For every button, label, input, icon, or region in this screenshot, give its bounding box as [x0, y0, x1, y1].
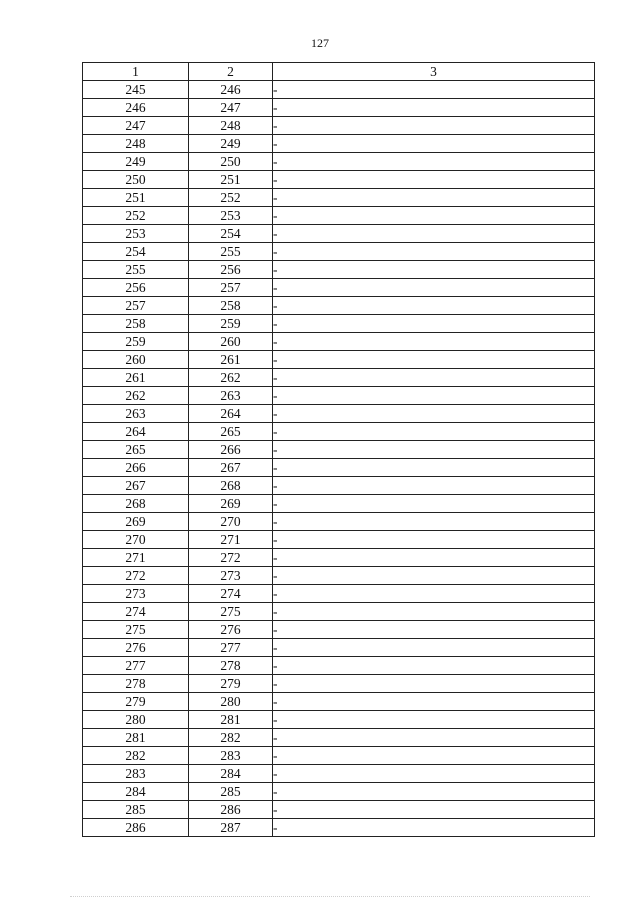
- table-row: [83, 441, 595, 459]
- table-cell-col2: 256: [189, 261, 273, 279]
- table-cell-col2: 274: [189, 585, 273, 603]
- table-cell-col3: -: [273, 189, 595, 207]
- table-cell-col3: -: [273, 153, 595, 171]
- table-cell-col3: -: [273, 549, 595, 567]
- table-cell-col2: 252: [189, 189, 273, 207]
- table-cell-col3: -: [273, 225, 595, 243]
- table-cell-col3: -: [273, 351, 595, 369]
- table-cell-col2: 275: [189, 603, 273, 621]
- table-cell-col1: 245: [83, 81, 189, 99]
- table-cell-col3: -: [273, 783, 595, 801]
- table-cell-col2: 276: [189, 621, 273, 639]
- table-cell-col1: 280: [83, 711, 189, 729]
- table-cell-col1: 277: [83, 657, 189, 675]
- table-cell-col2: 273: [189, 567, 273, 585]
- table-row: [83, 747, 595, 765]
- table-cell-col1: 254: [83, 243, 189, 261]
- table-cell-col3: -: [273, 333, 595, 351]
- table-row: [83, 729, 595, 747]
- page-number: 127: [311, 36, 329, 50]
- table-row: [83, 819, 595, 837]
- table-cell-col1: 257: [83, 297, 189, 315]
- table-row: [83, 315, 595, 333]
- table-cell-col1: 263: [83, 405, 189, 423]
- table-cell-col1: 284: [83, 783, 189, 801]
- table-cell-col3: -: [273, 369, 595, 387]
- table-cell-col2: 287: [189, 819, 273, 837]
- table-cell-col2: 280: [189, 693, 273, 711]
- table-cell-col2: 283: [189, 747, 273, 765]
- table-cell-col3: -: [273, 711, 595, 729]
- table-cell-col3: -: [273, 585, 595, 603]
- table-cell-col1: 266: [83, 459, 189, 477]
- table-cell-col2: 262: [189, 369, 273, 387]
- table-row: [83, 243, 595, 261]
- table-cell-col3: -: [273, 171, 595, 189]
- table-cell-col2: 254: [189, 225, 273, 243]
- table-cell-col2: 246: [189, 81, 273, 99]
- table-row: [83, 225, 595, 243]
- table-cell-col2: 253: [189, 207, 273, 225]
- table-row: [83, 495, 595, 513]
- table-cell-col3: -: [273, 603, 595, 621]
- table-cell-col3: -: [273, 135, 595, 153]
- table-row: [83, 99, 595, 117]
- table-cell-col1: 248: [83, 135, 189, 153]
- table-cell-col2: 248: [189, 117, 273, 135]
- table-cell-col1: 260: [83, 351, 189, 369]
- table-cell-col1: 264: [83, 423, 189, 441]
- table-cell-col1: 282: [83, 747, 189, 765]
- table-cell-col3: -: [273, 675, 595, 693]
- table-cell-col2: 247: [189, 99, 273, 117]
- table-cell-col1: 247: [83, 117, 189, 135]
- table-cell-col3: -: [273, 477, 595, 495]
- table-row: [83, 117, 595, 135]
- header-row: [83, 63, 595, 81]
- table-row: [83, 675, 595, 693]
- table-cell-col1: 285: [83, 801, 189, 819]
- table-cell-col3: -: [273, 279, 595, 297]
- table-cell-col2: 286: [189, 801, 273, 819]
- table-cell-col1: 261: [83, 369, 189, 387]
- table-cell-col3: -: [273, 117, 595, 135]
- column-header-2: 2: [189, 63, 273, 81]
- table-cell-col2: 257: [189, 279, 273, 297]
- table-cell-col3: -: [273, 747, 595, 765]
- table-row: [83, 171, 595, 189]
- table-cell-col3: -: [273, 387, 595, 405]
- table-cell-col1: 281: [83, 729, 189, 747]
- table-cell-col3: -: [273, 729, 595, 747]
- table-cell-col1: 286: [83, 819, 189, 837]
- table-cell-col2: 266: [189, 441, 273, 459]
- table-cell-col1: 278: [83, 675, 189, 693]
- table-cell-col1: 251: [83, 189, 189, 207]
- table-cell-col1: 253: [83, 225, 189, 243]
- table-cell-col2: 263: [189, 387, 273, 405]
- table-cell-col2: 277: [189, 639, 273, 657]
- table-row: [83, 261, 595, 279]
- table-row: [83, 387, 595, 405]
- table-cell-col1: 267: [83, 477, 189, 495]
- table-cell-col1: 255: [83, 261, 189, 279]
- table-row: [83, 351, 595, 369]
- table-cell-col1: 275: [83, 621, 189, 639]
- table-cell-col2: 281: [189, 711, 273, 729]
- table-cell-col2: 259: [189, 315, 273, 333]
- table-cell-col3: -: [273, 639, 595, 657]
- table-cell-col2: 285: [189, 783, 273, 801]
- table-cell-col1: 250: [83, 171, 189, 189]
- column-header-1: 1: [83, 63, 189, 81]
- table-cell-col2: 249: [189, 135, 273, 153]
- table-cell-col1: 258: [83, 315, 189, 333]
- table-cell-col2: 272: [189, 549, 273, 567]
- table-cell-col3: -: [273, 81, 595, 99]
- table-cell-col3: -: [273, 315, 595, 333]
- table-cell-col3: -: [273, 207, 595, 225]
- table-cell-col1: 268: [83, 495, 189, 513]
- table-row: [83, 693, 595, 711]
- table-cell-col2: 278: [189, 657, 273, 675]
- table-cell-col2: 265: [189, 423, 273, 441]
- table-row: [83, 477, 595, 495]
- table-cell-col3: -: [273, 531, 595, 549]
- table-cell-col2: 268: [189, 477, 273, 495]
- table-cell-col1: 249: [83, 153, 189, 171]
- table-cell-col1: 269: [83, 513, 189, 531]
- table-cell-col2: 282: [189, 729, 273, 747]
- table-row: [83, 513, 595, 531]
- table-cell-col3: -: [273, 297, 595, 315]
- table-cell-col3: -: [273, 495, 595, 513]
- table-cell-col3: -: [273, 261, 595, 279]
- table-cell-col1: 246: [83, 99, 189, 117]
- table-cell-col2: 250: [189, 153, 273, 171]
- table-cell-col1: 262: [83, 387, 189, 405]
- table-cell-col3: -: [273, 459, 595, 477]
- table-cell-col1: 259: [83, 333, 189, 351]
- footer-divider: [70, 896, 590, 898]
- table-row: [83, 657, 595, 675]
- table-row: [83, 189, 595, 207]
- table-row: [83, 801, 595, 819]
- table-cell-col3: -: [273, 819, 595, 837]
- table-cell-col3: -: [273, 693, 595, 711]
- table-cell-col1: 265: [83, 441, 189, 459]
- table-cell-col3: -: [273, 513, 595, 531]
- table-row: [83, 207, 595, 225]
- table-row: [83, 423, 595, 441]
- table-cell-col3: -: [273, 405, 595, 423]
- table-cell-col1: 272: [83, 567, 189, 585]
- table-cell-col2: 279: [189, 675, 273, 693]
- table-row: [83, 459, 595, 477]
- table-cell-col2: 271: [189, 531, 273, 549]
- table-row: [83, 297, 595, 315]
- table-cell-col1: 256: [83, 279, 189, 297]
- table-row: [83, 621, 595, 639]
- table-cell-col2: 260: [189, 333, 273, 351]
- table-cell-col1: 252: [83, 207, 189, 225]
- table-cell-col2: 251: [189, 171, 273, 189]
- table-cell-col1: 276: [83, 639, 189, 657]
- table-cell-col3: -: [273, 801, 595, 819]
- table-header: [83, 63, 595, 81]
- table-row: [83, 765, 595, 783]
- table-body: [83, 81, 595, 837]
- table-cell-col3: -: [273, 657, 595, 675]
- table-cell-col2: 267: [189, 459, 273, 477]
- table-row: [83, 549, 595, 567]
- table-row: [83, 135, 595, 153]
- table-row: [83, 81, 595, 99]
- table-row: [83, 567, 595, 585]
- table-cell-col3: -: [273, 423, 595, 441]
- table-cell-col2: 261: [189, 351, 273, 369]
- table-row: [83, 585, 595, 603]
- table-row: [83, 279, 595, 297]
- table-row: [83, 153, 595, 171]
- table-cell-col1: 273: [83, 585, 189, 603]
- table-cell-col2: 270: [189, 513, 273, 531]
- table-cell-col2: 255: [189, 243, 273, 261]
- table-cell-col3: -: [273, 621, 595, 639]
- table-row: [83, 783, 595, 801]
- table-cell-col3: -: [273, 243, 595, 261]
- table-cell-col1: 279: [83, 693, 189, 711]
- table-cell-col3: -: [273, 567, 595, 585]
- column-header-3: 3: [273, 63, 595, 81]
- table-cell-col2: 264: [189, 405, 273, 423]
- table-row: [83, 333, 595, 351]
- table-cell-col3: -: [273, 765, 595, 783]
- table-row: [83, 603, 595, 621]
- table-cell-col2: 269: [189, 495, 273, 513]
- table-cell-col3: -: [273, 441, 595, 459]
- table-cell-col1: 271: [83, 549, 189, 567]
- table-row: [83, 369, 595, 387]
- table-row: [83, 711, 595, 729]
- table-row: [83, 405, 595, 423]
- table-cell-col1: 274: [83, 603, 189, 621]
- table-cell-col1: 283: [83, 765, 189, 783]
- table-cell-col3: -: [273, 99, 595, 117]
- table-cell-col2: 258: [189, 297, 273, 315]
- table-cell-col1: 270: [83, 531, 189, 549]
- data-table: [82, 62, 595, 837]
- table-row: [83, 639, 595, 657]
- table-cell-col2: 284: [189, 765, 273, 783]
- table-row: [83, 531, 595, 549]
